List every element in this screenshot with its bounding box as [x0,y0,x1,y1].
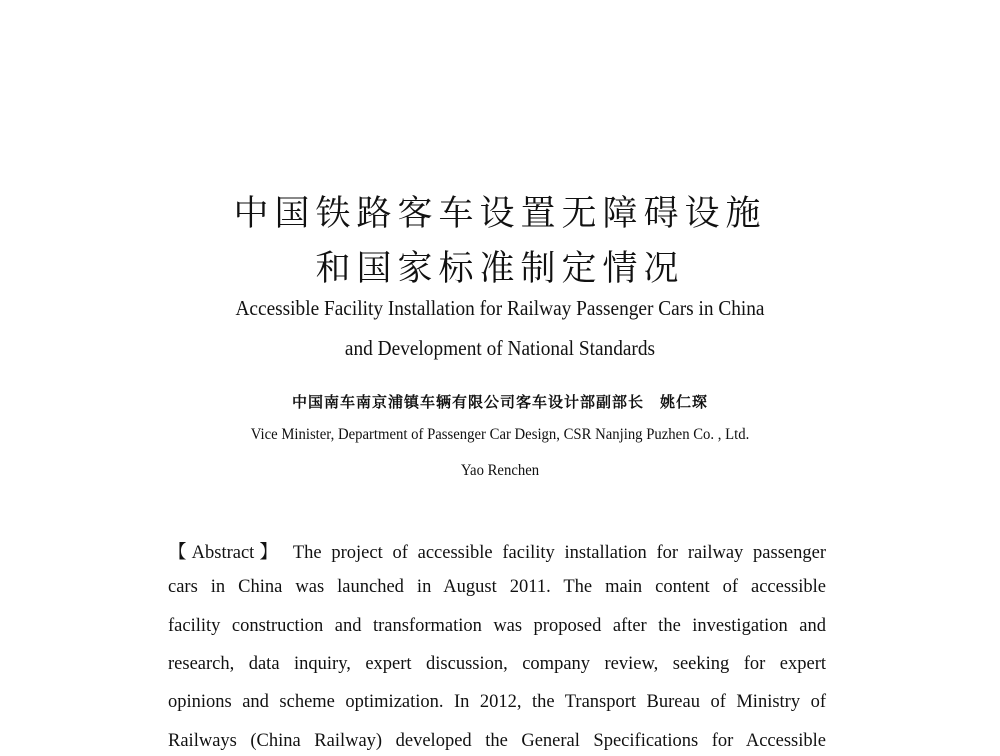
title-english-line-2: and Development of National Standards [344,336,656,360]
abstract-line: opinions and scheme optimization. In 2012, the Transport Bureau of Ministry of [168,692,826,712]
author-name: Yao Renchen [460,462,540,479]
abstract-line: cars in China was launched in August 2011. The main content of accessible [168,577,826,597]
title-english-line-1: Accessible Facility Installation for Railway Passenger Cars in China [235,296,765,320]
abstract-line: facility construction and transformation was proposed after the investigation and [168,616,826,636]
title-chinese-line-2: 和国家标准制定情况 [315,249,685,289]
abstract-line: research, data inquiry, expert discussion, company review, seeking for expert [168,654,826,674]
title-chinese-line-1: 中国铁路客车设置无障碍设施 [233,194,767,234]
author-affiliation-english: Vice Minister, Department of Passenger Car Design, CSR Nanjing Puzhen Co. , Ltd. [250,426,750,443]
abstract-line: Railways (China Railway) developed the General Specifications for Accessible [168,731,826,751]
abstract-line: 【Abstract】 The project of accessible facility installation for railway passenger [168,543,826,563]
author-affiliation-chinese: 中国南车南京浦镇车辆有限公司客车设计部副部长 姚仁琛 [291,393,708,411]
